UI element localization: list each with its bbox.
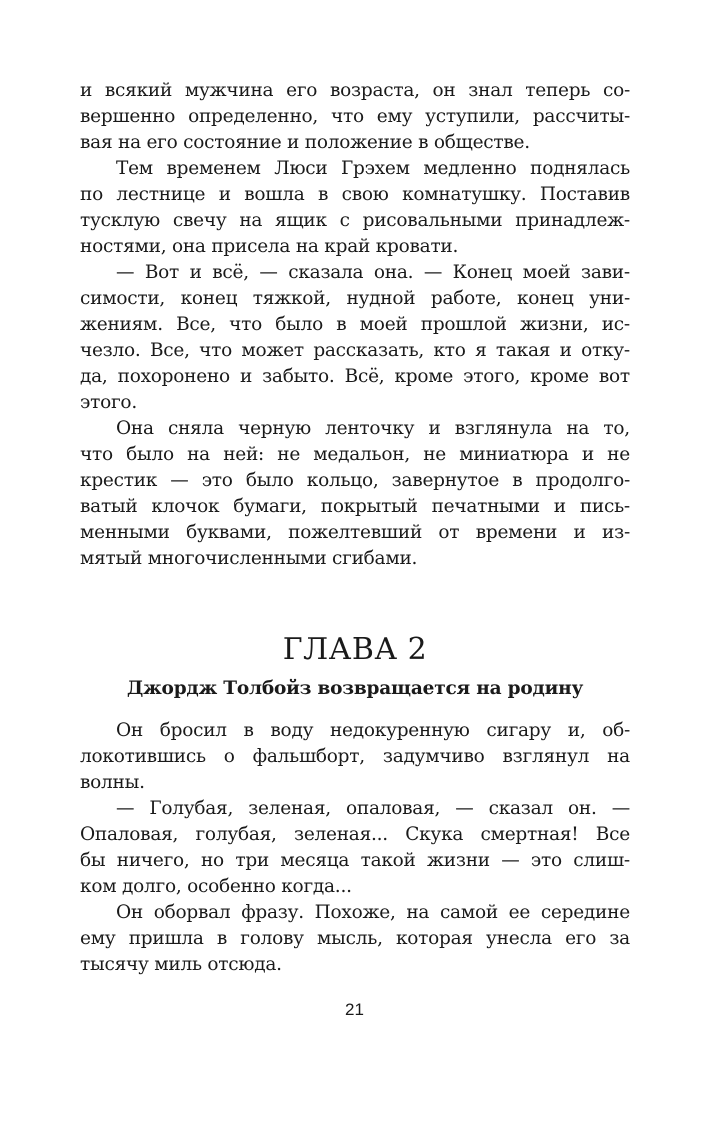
page-number: 21	[345, 1000, 364, 1019]
text-line: мятый многочисленными сгибами.	[80, 548, 418, 569]
text-line: Она сняла черную ленточку и взглянула на то,	[116, 418, 630, 439]
text-block-chapter-2	[80, 718, 630, 978]
text-line: симости, конец тяжкой, нудной работе, конец уни-	[80, 288, 630, 309]
text-line: Он бросил в воду недокуренную сигару и, об-	[116, 720, 630, 741]
text-line: ватый клочок бумаги, покрытый печатными и пись-	[80, 496, 630, 517]
chapter-heading: ГЛАВА 2	[282, 632, 428, 667]
text-line: этого.	[80, 392, 137, 413]
text-line: тусклую свечу на ящик с рисовальными принадлеж-	[80, 210, 630, 231]
text-line: да, похоронено и забыто. Всё, кроме этого, кроме вот	[80, 366, 630, 387]
text-line: по лестнице и вошла в свою комнатушку. Поставив	[80, 184, 630, 205]
text-line: волны.	[80, 772, 145, 793]
text-block-before-chapter	[80, 78, 630, 572]
text-line: — Голубая, зеленая, опаловая, — сказал он. —	[116, 798, 630, 819]
text-line: вершенно определенно, что ему уступили, рассчиты-	[80, 106, 630, 127]
text-line: бы ничего, но три месяца такой жизни — это слиш-	[80, 850, 630, 871]
text-line: Опаловая, голубая, зеленая... Скука смертная! Все	[80, 824, 630, 845]
text-line: Он оборвал фразу. Похоже, на самой ее середине	[116, 902, 630, 923]
text-line: и всякий мужчина его возраста, он знал теперь со-	[80, 80, 630, 101]
text-line: вая на его состояние и положение в обществе.	[80, 132, 530, 153]
text-line: менными буквами, пожелтевший от времени и из-	[80, 522, 630, 543]
text-line: ностями, она присела на край кровати.	[80, 236, 459, 257]
text-line: локотившись о фальшборт, задумчиво взглянул на	[80, 746, 630, 767]
chapter-subtitle: Джордж Толбойз возвращается на родину	[126, 678, 584, 699]
text-line: ему пришла в голову мысль, которая унесла его за	[80, 928, 630, 949]
text-line: Тем временем Люси Грэхем медленно поднялась	[116, 158, 630, 179]
text-line: тысячу миль отсюда.	[80, 954, 282, 975]
text-line: крестик — это было кольцо, завернутое в продолго-	[80, 470, 630, 491]
text-line: что было на ней: не медальон, не миниатюра и не	[80, 444, 630, 465]
text-line: жениям. Все, что было в моей прошлой жизни, ис-	[80, 314, 630, 335]
text-line: чезло. Все, что может рассказать, кто я такая и отку-	[80, 340, 630, 361]
text-line: — Вот и всё, — сказала она. — Конец моей зави-	[116, 262, 630, 283]
text-line: ком долго, особенно когда...	[80, 876, 352, 897]
